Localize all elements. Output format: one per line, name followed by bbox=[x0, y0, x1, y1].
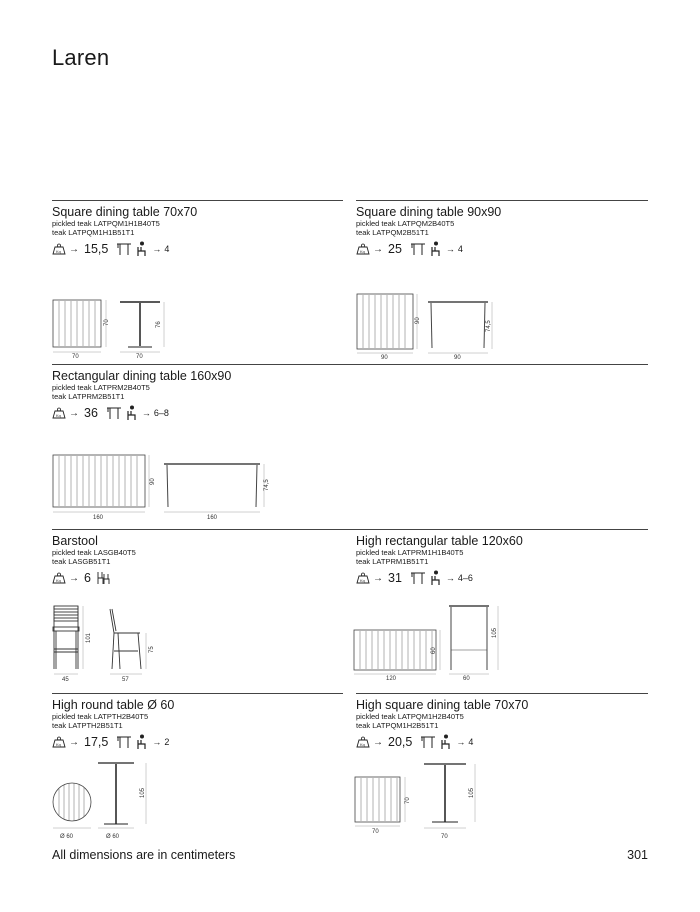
divider bbox=[52, 364, 648, 365]
stackable-icon bbox=[96, 571, 112, 585]
product-code: teak LASGB51T1 bbox=[52, 557, 111, 566]
dimension-label: Ø 60 bbox=[106, 834, 120, 840]
product-rectangular-table-160 bbox=[52, 369, 352, 421]
product-high-round-table bbox=[52, 698, 352, 750]
specs-row bbox=[52, 241, 352, 257]
dimension-label: 57 bbox=[122, 677, 129, 683]
technical-drawing bbox=[354, 760, 494, 842]
dimension-label: 60 bbox=[431, 647, 437, 654]
weight-value: 6 bbox=[84, 571, 91, 585]
dimension-label: 160 bbox=[93, 515, 104, 521]
table-icon bbox=[106, 406, 122, 420]
divider bbox=[52, 529, 648, 530]
product-title: Rectangular dining table 160x90 bbox=[52, 369, 232, 383]
weight-value: 20,5 bbox=[388, 735, 413, 749]
divider bbox=[52, 200, 343, 201]
dimension-label: 90 bbox=[381, 355, 388, 360]
table-icon bbox=[116, 735, 132, 749]
table-icon bbox=[420, 735, 436, 749]
dimension-label: 70 bbox=[72, 354, 79, 360]
dimension-label: 160 bbox=[207, 515, 218, 521]
divider bbox=[356, 200, 648, 201]
arrow-icon: → bbox=[152, 737, 162, 747]
weight-icon bbox=[52, 243, 66, 255]
arrow-icon: → bbox=[69, 736, 79, 748]
specs-row bbox=[356, 570, 656, 586]
weight-value: 25 bbox=[388, 242, 402, 256]
dimension-label: 101 bbox=[86, 632, 92, 643]
svg-text:Kg: Kg bbox=[360, 742, 365, 747]
arrow-icon: → bbox=[456, 737, 466, 747]
weight-value: 15,5 bbox=[84, 242, 109, 256]
seats-value: 4 bbox=[457, 244, 463, 254]
dimension-label: 70 bbox=[372, 829, 379, 835]
product-title: High square dining table 70x70 bbox=[356, 698, 529, 712]
technical-drawing bbox=[52, 758, 162, 844]
technical-drawing bbox=[52, 298, 182, 360]
svg-text:Kg: Kg bbox=[360, 249, 365, 254]
weight-icon bbox=[356, 736, 370, 748]
dimension-label: 105 bbox=[469, 787, 475, 798]
product-code: pickled teak LATPRM1H1B40T5 bbox=[356, 548, 464, 557]
arrow-icon: → bbox=[69, 243, 79, 255]
chair-icon bbox=[126, 405, 138, 421]
dimension-label: 70 bbox=[441, 834, 448, 840]
table-icon bbox=[116, 242, 132, 256]
product-high-square-table bbox=[356, 698, 656, 750]
weight-icon bbox=[52, 407, 66, 419]
page-title: Laren bbox=[52, 44, 110, 70]
product-title: Barstool bbox=[52, 534, 98, 548]
arrow-icon: → bbox=[69, 407, 79, 419]
chair-icon bbox=[440, 734, 452, 750]
product-title: Square dining table 90x90 bbox=[356, 205, 502, 219]
seats-value: 4 bbox=[468, 737, 474, 747]
product-code: pickled teak LATPRM2B40T5 bbox=[52, 383, 150, 392]
dimension-label: 74,5 bbox=[486, 320, 492, 332]
dimension-label: 75 bbox=[149, 646, 155, 653]
dimension-label: 90 bbox=[415, 317, 421, 324]
arrow-icon: → bbox=[373, 572, 383, 584]
weight-value: 31 bbox=[388, 571, 402, 585]
dimension-label: 90 bbox=[454, 355, 461, 360]
weight-icon bbox=[52, 572, 66, 584]
arrow-icon: → bbox=[141, 408, 151, 418]
product-title: High round table Ø 60 bbox=[52, 698, 175, 712]
product-code: pickled teak LATPTH2B40T5 bbox=[52, 712, 149, 721]
technical-drawing bbox=[52, 453, 277, 523]
table-icon bbox=[410, 571, 426, 585]
specs-row bbox=[52, 734, 352, 750]
product-code: teak LATPRM1B51T1 bbox=[356, 557, 429, 566]
arrow-icon: → bbox=[373, 736, 383, 748]
svg-text:Kg: Kg bbox=[56, 249, 61, 254]
svg-text:Kg: Kg bbox=[56, 413, 61, 418]
product-code: pickled teak LATPQM1H2B40T5 bbox=[356, 712, 464, 721]
product-code: pickled teak LASGB40T5 bbox=[52, 548, 136, 557]
arrow-icon: → bbox=[445, 244, 455, 254]
product-code: teak LATPTH2B51T1 bbox=[52, 721, 123, 730]
dimension-label: 105 bbox=[140, 787, 146, 798]
seats-value: 4–6 bbox=[457, 573, 473, 583]
specs-row bbox=[356, 241, 656, 257]
seats-value: 2 bbox=[164, 737, 170, 747]
product-code: teak LATPQM2B51T1 bbox=[356, 228, 429, 237]
dimension-label: 70 bbox=[405, 797, 411, 804]
product-code: pickled teak LATPQM2B40T5 bbox=[356, 219, 455, 228]
product-title: High rectangular table 120x60 bbox=[356, 534, 523, 548]
dimension-label: 105 bbox=[492, 627, 498, 638]
weight-icon bbox=[52, 736, 66, 748]
product-barstool bbox=[52, 534, 352, 586]
dimension-label: 74,5 bbox=[264, 479, 270, 491]
divider bbox=[52, 693, 343, 694]
chair-icon bbox=[430, 570, 442, 586]
dimension-label: 90 bbox=[150, 478, 156, 485]
weight-icon bbox=[356, 243, 370, 255]
product-code: teak LATPRM2B51T1 bbox=[52, 392, 125, 401]
weight-value: 17,5 bbox=[84, 735, 109, 749]
svg-text:Kg: Kg bbox=[360, 578, 365, 583]
chair-icon bbox=[430, 241, 442, 257]
technical-drawing bbox=[352, 602, 507, 686]
dimension-label: 120 bbox=[386, 676, 397, 682]
page-number: 301 bbox=[627, 848, 648, 862]
dimension-label: 70 bbox=[136, 354, 143, 360]
product-square-table-90 bbox=[356, 205, 656, 257]
dimension-label: 60 bbox=[463, 676, 470, 682]
product-code: teak LATPQM1H1B51T1 bbox=[52, 228, 135, 237]
product-title: Square dining table 70x70 bbox=[52, 205, 198, 219]
arrow-icon: → bbox=[69, 572, 79, 584]
specs-row bbox=[52, 405, 352, 421]
svg-text:Kg: Kg bbox=[56, 578, 61, 583]
arrow-icon: → bbox=[445, 573, 455, 583]
technical-drawing bbox=[52, 603, 162, 685]
footer-note: All dimensions are in centimeters bbox=[52, 848, 236, 862]
seats-value: 6–8 bbox=[153, 408, 169, 418]
arrow-icon: → bbox=[152, 244, 162, 254]
seats-value: 4 bbox=[164, 244, 170, 254]
dimension-label: Ø 60 bbox=[60, 834, 74, 840]
product-square-table-70 bbox=[52, 205, 352, 257]
product-code: teak LATPQM1H2B51T1 bbox=[356, 721, 439, 730]
dimension-label: 70 bbox=[104, 319, 110, 326]
svg-text:Kg: Kg bbox=[56, 742, 61, 747]
dimension-label: 45 bbox=[62, 677, 69, 683]
chair-icon bbox=[136, 241, 148, 257]
specs-row bbox=[356, 734, 656, 750]
product-code: pickled teak LATPQM1H1B40T5 bbox=[52, 219, 160, 228]
chair-icon bbox=[136, 734, 148, 750]
product-high-rectangular-table bbox=[356, 534, 656, 586]
arrow-icon: → bbox=[373, 243, 383, 255]
specs-row bbox=[52, 570, 352, 586]
table-icon bbox=[410, 242, 426, 256]
divider bbox=[356, 693, 648, 694]
technical-drawing bbox=[356, 292, 496, 360]
weight-value: 36 bbox=[84, 406, 98, 420]
weight-icon bbox=[356, 572, 370, 584]
dimension-label: 76 bbox=[156, 321, 162, 328]
